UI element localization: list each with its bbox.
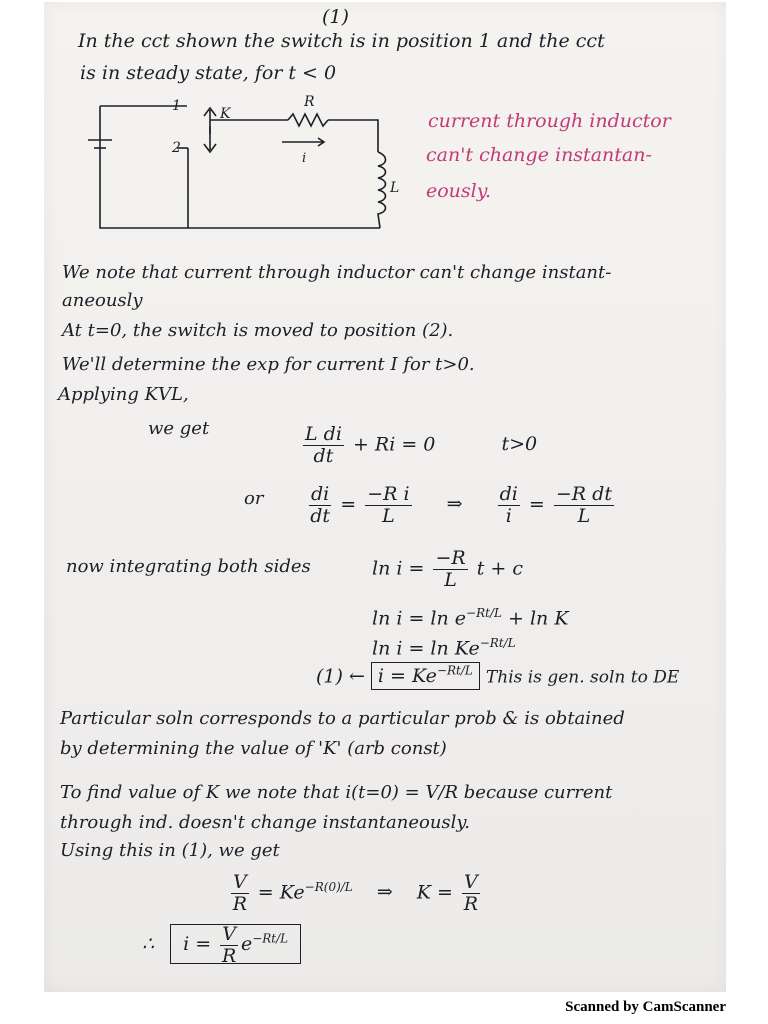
pink-note-line-3: eously. [426, 180, 491, 202]
find-k-line-2: through ind. doesn't change instantaneously. [60, 812, 470, 833]
equation-integrated [372, 548, 523, 591]
label-switch-k: K [220, 106, 231, 122]
eq6-lhs: i = Ke [377, 665, 437, 688]
label-position-2: 2 [172, 140, 181, 156]
eq3-lhs: ln i = [372, 557, 431, 580]
scanner-footer: Scanned by CamScanner [565, 999, 726, 1015]
eq2-rhs2-num: −R dt [555, 483, 612, 505]
eq7-mid: = Ke [257, 881, 305, 904]
eq6-marker: (1) ← [316, 665, 365, 688]
eq2-lhs-num: di [311, 483, 330, 505]
equation-log-form [372, 606, 569, 629]
eq7-k-num: V [464, 871, 478, 893]
eq2-equals: = [340, 493, 357, 516]
switch-line: At t=0, the switch is moved to position (2). [62, 320, 454, 341]
eq7-k-den: R [463, 892, 479, 915]
final-e: e [240, 933, 253, 956]
eq2-lhs-den: dt [310, 504, 331, 527]
eq1-denominator: dt [313, 444, 334, 467]
eq3-num: −R [435, 547, 466, 569]
eq4-lhs: ln i = ln e [372, 607, 467, 630]
equation-general-solution [316, 664, 679, 687]
eq7-arrow: ⇒ [376, 881, 393, 904]
final-den: R [221, 944, 237, 967]
circuit-wire-to-inductor [328, 120, 378, 152]
label-resistor: R [304, 94, 315, 110]
eq7-k: K = [416, 881, 453, 904]
eq1-condition: t>0 [501, 433, 538, 456]
intro-line-2: is in steady state, for t < 0 [80, 62, 337, 84]
find-k-line-1: To find value of K we note that i(t=0) = V/R because current [60, 782, 613, 803]
intro-line-1: In the cct shown the switch is in position 1 and the cct [78, 30, 605, 52]
eq6-comment: This is gen. soln to DE [485, 667, 680, 688]
eq2-rhs2-den: L [577, 504, 591, 527]
circuit-wire-outer [100, 106, 380, 228]
final-answer-box [170, 923, 301, 967]
eq2-rhs-num: −R i [367, 483, 410, 505]
equation-kvl [300, 424, 537, 467]
eq1-rest: + Ri = 0 [352, 433, 436, 456]
eq2-lhs2-den: i [505, 504, 512, 527]
equation-initial-condition [228, 872, 483, 915]
eq2-rhs-den: L [382, 504, 395, 527]
eq1-numerator: L di [305, 423, 342, 445]
eq4-rest: + ln K [501, 607, 569, 630]
equation-separated: $\frac{di}{dt}$ = $\frac{\text{−R i}}{L}$ ⇒ $\frac{di}{i}$ = $\frac{\text{−R dt}}{L}$ [310, 483, 612, 527]
pink-note-line-1: current through inductor [428, 110, 671, 132]
eq7-den: R [232, 892, 248, 915]
resistor-zigzag [288, 114, 328, 126]
kvl-line: Applying KVL, [58, 384, 189, 405]
current-arrow [282, 138, 324, 146]
note-line-2: aneously [62, 290, 143, 311]
or-label: or [244, 488, 264, 509]
eq7-exponent: −R(0)/L [304, 880, 353, 895]
particular-line-1: Particular soln corresponds to a particular prob & is obtained [60, 708, 625, 729]
final-exponent: −Rt/L [252, 932, 289, 947]
label-inductor: L [390, 180, 400, 196]
eq2-implies-arrow: ⇒ [446, 493, 463, 516]
integrate-label: now integrating both sides [66, 556, 311, 577]
inductor-coil [378, 152, 386, 228]
final-lhs: i = [183, 933, 212, 956]
final-num: V [222, 923, 236, 945]
switch-arrow-down [204, 126, 216, 152]
eq3-rest: t + c [476, 557, 523, 580]
eq5-exponent: −Rt/L [479, 636, 516, 650]
therefore-symbol: ∴ [142, 933, 155, 956]
eq6-exponent: −Rt/L [436, 664, 473, 678]
final-answer [142, 924, 301, 967]
eq5-lhs: ln i = ln Ke [372, 637, 480, 660]
label-position-1: 1 [172, 98, 181, 114]
page-number: (1) [322, 6, 349, 28]
using-line: Using this in (1), we get [60, 840, 280, 861]
label-current: i [302, 151, 307, 166]
eq7-num: V [233, 871, 247, 893]
pink-note-line-2: can't change instantan- [426, 144, 652, 166]
note-line-1: We note that current through inductor can't change instant- [62, 262, 612, 283]
eq3-den: L [444, 568, 457, 591]
circuit-diagram [92, 94, 400, 236]
general-solution-box [371, 662, 480, 690]
we-get-label: we get [148, 418, 210, 439]
determine-line: We'll determine the exp for current I for t>0. [62, 354, 475, 375]
eq2-lhs2-num: di [499, 483, 518, 505]
equation-log-combined [372, 636, 516, 659]
eq4-exponent: −Rt/L [466, 606, 502, 620]
particular-line-2: by determining the value of 'K' (arb const) [60, 738, 447, 759]
